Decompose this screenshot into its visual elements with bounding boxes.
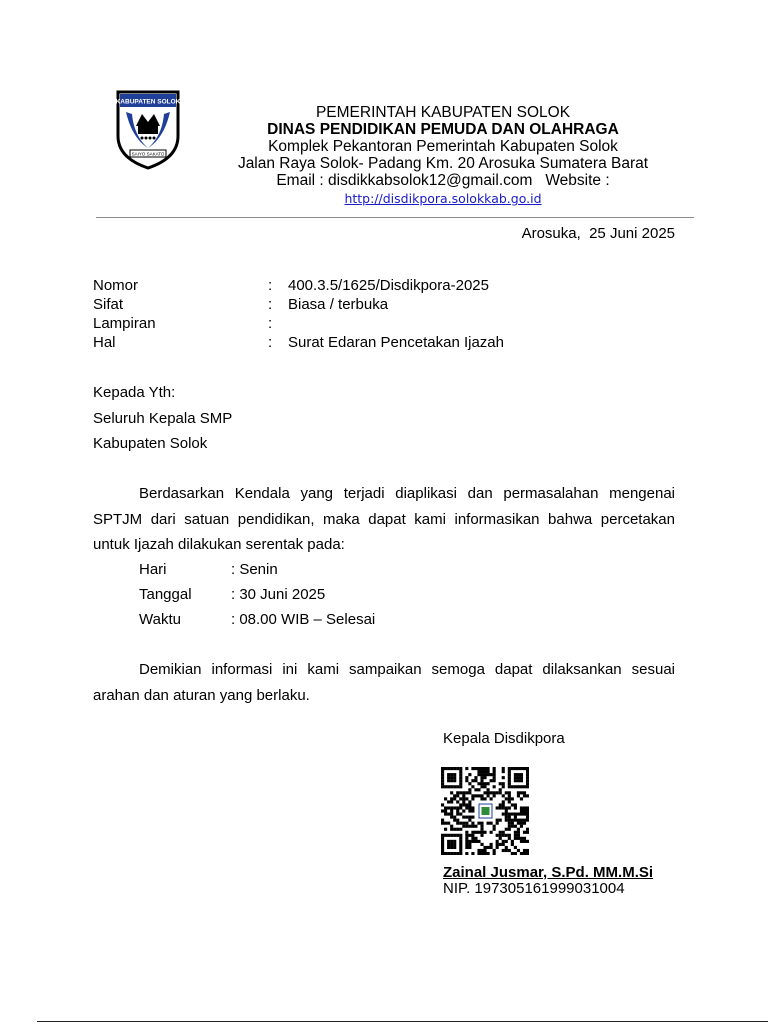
- recipient-name: Seluruh Kepala SMP: [93, 410, 233, 427]
- body-paragraph-2: [93, 657, 675, 708]
- body-paragraph-1: [93, 481, 675, 558]
- logo-motto: SAIYO SAKATO: [131, 151, 165, 157]
- website-link[interactable]: http://disdikpora.solokkab.go.id: [344, 191, 542, 206]
- letterhead-address: Jalan Raya Solok- Padang Km. 20 Arosuka Sumatera Barat: [237, 155, 649, 172]
- signatory-nip: NIP. 197305161999031004: [443, 880, 625, 897]
- logo-text: KABUPATEN SOLOK: [115, 98, 181, 106]
- schedule-value: : 08.00 WIB – Selesai: [231, 611, 376, 628]
- letterhead-contact: Email : disdikkabsolok12@gmail.com Website :: [276, 172, 610, 189]
- paragraph-text: Berdasarkan Kendala yang terjadi diaplikasi dan permasalahan mengenai SPTJM dari satuan pendidikan, maka dapat kami informasikan bahwa percetakan untuk Ijazah dilakukan serentak pada:: [93, 485, 675, 553]
- letterhead-divider: [96, 217, 694, 218]
- recipient-greeting: Kepada Yth:: [93, 384, 176, 401]
- schedule-value: : Senin: [231, 561, 278, 578]
- letterhead-government: PEMERINTAH KABUPATEN SOLOK: [315, 104, 571, 121]
- letterhead-agency: DINAS PENDIDIKAN PEMUDA DAN OLAHRAGA: [267, 121, 619, 138]
- meta-label: Hal: [93, 334, 116, 351]
- paragraph-text: Demikian informasi ini kami sampaikan semoga dapat dilaksankan sesuai arahan dan aturan yang berlaku.: [93, 661, 675, 704]
- schedule-label: Waktu: [139, 611, 181, 628]
- meta-value: Surat Edaran Pencetakan Ijazah: [288, 334, 504, 351]
- meta-separator: :: [268, 296, 273, 313]
- signatory-name: Zainal Jusmar, S.Pd. MM.M.Si: [443, 864, 654, 881]
- regency-logo: [112, 88, 184, 170]
- schedule-value: : 30 Juni 2025: [231, 586, 326, 603]
- page-bottom-border: [37, 1021, 768, 1022]
- schedule-label: Hari: [139, 561, 167, 578]
- recipient-location: Kabupaten Solok: [93, 435, 208, 452]
- meta-label: Lampiran: [93, 315, 156, 332]
- letter-date: Arosuka, 25 Juni 2025: [521, 225, 675, 242]
- meta-value: 400.3.5/1625/Disdikpora-2025: [288, 277, 489, 294]
- signatory-title: Kepala Disdikpora: [443, 730, 565, 747]
- meta-separator: :: [268, 334, 273, 351]
- qr-code: [441, 767, 529, 855]
- meta-value: Biasa / terbuka: [288, 296, 389, 313]
- meta-separator: :: [268, 277, 273, 294]
- meta-separator: :: [268, 315, 273, 332]
- meta-label: Nomor: [93, 277, 139, 294]
- meta-label: Sifat: [93, 296, 124, 313]
- letterhead-website: [200, 191, 686, 206]
- schedule-label: Tanggal: [139, 586, 192, 603]
- letterhead-complex: Komplek Pekantoran Pemerintah Kabupaten Solok: [268, 138, 618, 155]
